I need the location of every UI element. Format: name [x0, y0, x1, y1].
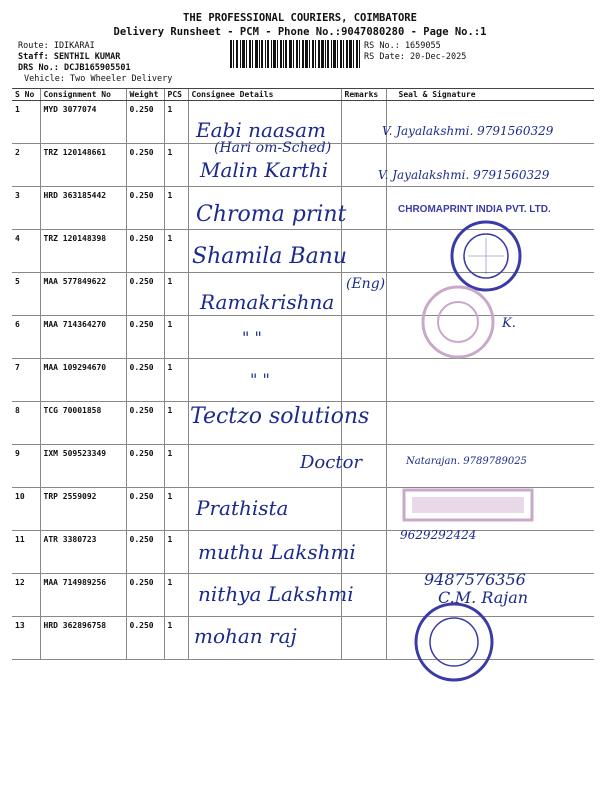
row-pcs: 1 — [164, 187, 188, 230]
column-header: Weight — [126, 89, 164, 101]
row-consignee — [188, 316, 341, 359]
hw-signature-12b: C.M. Rajan — [438, 588, 529, 607]
column-header: Remarks — [341, 89, 386, 101]
hw-consignee-8: Tectzo solutions — [190, 404, 370, 429]
column-header: PCS — [164, 89, 188, 101]
row-consignment: HRD 363185442 — [40, 187, 126, 230]
row-weight: 0.250 — [126, 273, 164, 316]
table-row — [12, 617, 594, 660]
hw-signature-9: Natarajan. 9789789025 — [406, 456, 527, 467]
table-header-row — [12, 89, 594, 101]
row-weight: 0.250 — [126, 316, 164, 359]
row-pcs: 1 — [164, 402, 188, 445]
row-weight: 0.250 — [126, 144, 164, 187]
row-sno: 10 — [12, 488, 40, 531]
column-header: Seal & Signature — [386, 89, 594, 101]
drs-label: DRS No.: DCJB165905501 — [18, 63, 131, 73]
hw-note-5: (Eng) — [346, 276, 386, 292]
hw-consignee-10: Prathista — [196, 496, 289, 520]
row-consignment: TRP 2559092 — [40, 488, 126, 531]
row-weight: 0.250 — [126, 359, 164, 402]
row-sno: 1 — [12, 101, 40, 144]
barcode-icon — [230, 40, 360, 68]
hw-consignee-3: Chroma print — [196, 202, 347, 227]
row-weight: 0.250 — [126, 617, 164, 660]
row-sno: 12 — [12, 574, 40, 617]
faded-seal-icon — [418, 282, 498, 362]
hw-note-2: (Hari om-Sched) — [214, 140, 332, 156]
column-header: Consignee Details — [188, 89, 341, 101]
row-pcs: 1 — [164, 617, 188, 660]
hw-signature-12: 9487576356 — [424, 570, 526, 589]
row-consignment: MAA 577849622 — [40, 273, 126, 316]
row-pcs: 1 — [164, 531, 188, 574]
vehicle-label: Vehicle: Two Wheeler Delivery — [24, 74, 173, 84]
row-weight: 0.250 — [126, 531, 164, 574]
row-pcs: 1 — [164, 359, 188, 402]
row-remarks — [341, 230, 386, 273]
row-weight: 0.250 — [126, 187, 164, 230]
row-sno: 5 — [12, 273, 40, 316]
table-row — [12, 359, 594, 402]
row-sno: 4 — [12, 230, 40, 273]
row-remarks — [341, 359, 386, 402]
hw-consignee-9: Doctor — [300, 452, 363, 473]
row-consignment: IXM 509523349 — [40, 445, 126, 488]
rs-number: RS No.: 1659055 — [364, 41, 441, 51]
row-signature — [386, 359, 594, 402]
row-consignment: TCG 70001858 — [40, 402, 126, 445]
row-weight: 0.250 — [126, 445, 164, 488]
staff-label: Staff: SENTHIL KUMAR — [18, 52, 121, 62]
row-sno: 8 — [12, 402, 40, 445]
row-consignment: TRZ 120148661 — [40, 144, 126, 187]
row-pcs: 1 — [164, 230, 188, 273]
hw-consignee-4: Shamila Banu — [192, 244, 348, 269]
hw-consignee-2: Malin Karthi — [200, 158, 329, 182]
column-header: Consignment No — [40, 89, 126, 101]
hw-ditto-6: " " — [242, 328, 262, 347]
hw-consignee-12: nithya Lakshmi — [198, 582, 354, 606]
row-remarks — [341, 617, 386, 660]
row-signature — [386, 402, 594, 445]
row-pcs: 1 — [164, 445, 188, 488]
hw-signature-6: K. — [502, 316, 516, 331]
row-weight: 0.250 — [126, 488, 164, 531]
company-title: THE PROFESSIONAL COURIERS, COIMBATORE — [183, 12, 417, 24]
route-label: Route: IDIKARAI — [18, 41, 95, 51]
row-sno: 13 — [12, 617, 40, 660]
hw-consignee-13: mohan raj — [194, 624, 297, 648]
hw-ditto-7: " " — [250, 370, 270, 389]
row-consignment: HRD 362896758 — [40, 617, 126, 660]
row-sno: 11 — [12, 531, 40, 574]
row-remarks — [341, 488, 386, 531]
row-consignment: MAA 714989256 — [40, 574, 126, 617]
row-weight: 0.250 — [126, 101, 164, 144]
row-weight: 0.250 — [126, 402, 164, 445]
row-consignment: MAA 714364270 — [40, 316, 126, 359]
hw-consignee-5: Ramakrishna — [200, 290, 335, 314]
company-stamp-text: CHROMAPRINT INDIA PVT. LTD. — [398, 204, 551, 215]
row-pcs: 1 — [164, 101, 188, 144]
hw-signature-1: V. Jayalakshmi. 9791560329 — [382, 124, 554, 138]
row-pcs: 1 — [164, 273, 188, 316]
row-remarks — [341, 101, 386, 144]
hw-signature-2: V. Jayalakshmi. 9791560329 — [378, 168, 550, 182]
company-seal-icon — [412, 600, 496, 684]
row-consignment: MYD 3077074 — [40, 101, 126, 144]
row-consignment: MAA 109294670 — [40, 359, 126, 402]
row-weight: 0.250 — [126, 574, 164, 617]
row-sno: 3 — [12, 187, 40, 230]
row-sno: 2 — [12, 144, 40, 187]
hw-consignee-1: Eabi naasam — [196, 118, 326, 142]
row-consignment: ATR 3380723 — [40, 531, 126, 574]
hw-signature-11: 9629292424 — [400, 528, 477, 542]
row-pcs: 1 — [164, 144, 188, 187]
row-pcs: 1 — [164, 574, 188, 617]
row-pcs: 1 — [164, 316, 188, 359]
column-header: S No — [12, 89, 40, 101]
row-sno: 7 — [12, 359, 40, 402]
row-sno: 9 — [12, 445, 40, 488]
row-remarks — [341, 187, 386, 230]
row-sno: 6 — [12, 316, 40, 359]
row-pcs: 1 — [164, 488, 188, 531]
hw-consignee-11: muthu Lakshmi — [198, 540, 356, 564]
row-remarks — [341, 316, 386, 359]
row-consignment: TRZ 120148398 — [40, 230, 126, 273]
rectangular-stamp-icon — [402, 488, 534, 522]
runsheet-subtitle: Delivery Runsheet - PCM - Phone No.:9047080280 - Page No.:1 — [113, 26, 487, 38]
row-weight: 0.250 — [126, 230, 164, 273]
rs-date: RS Date: 20-Dec-2025 — [364, 52, 467, 62]
